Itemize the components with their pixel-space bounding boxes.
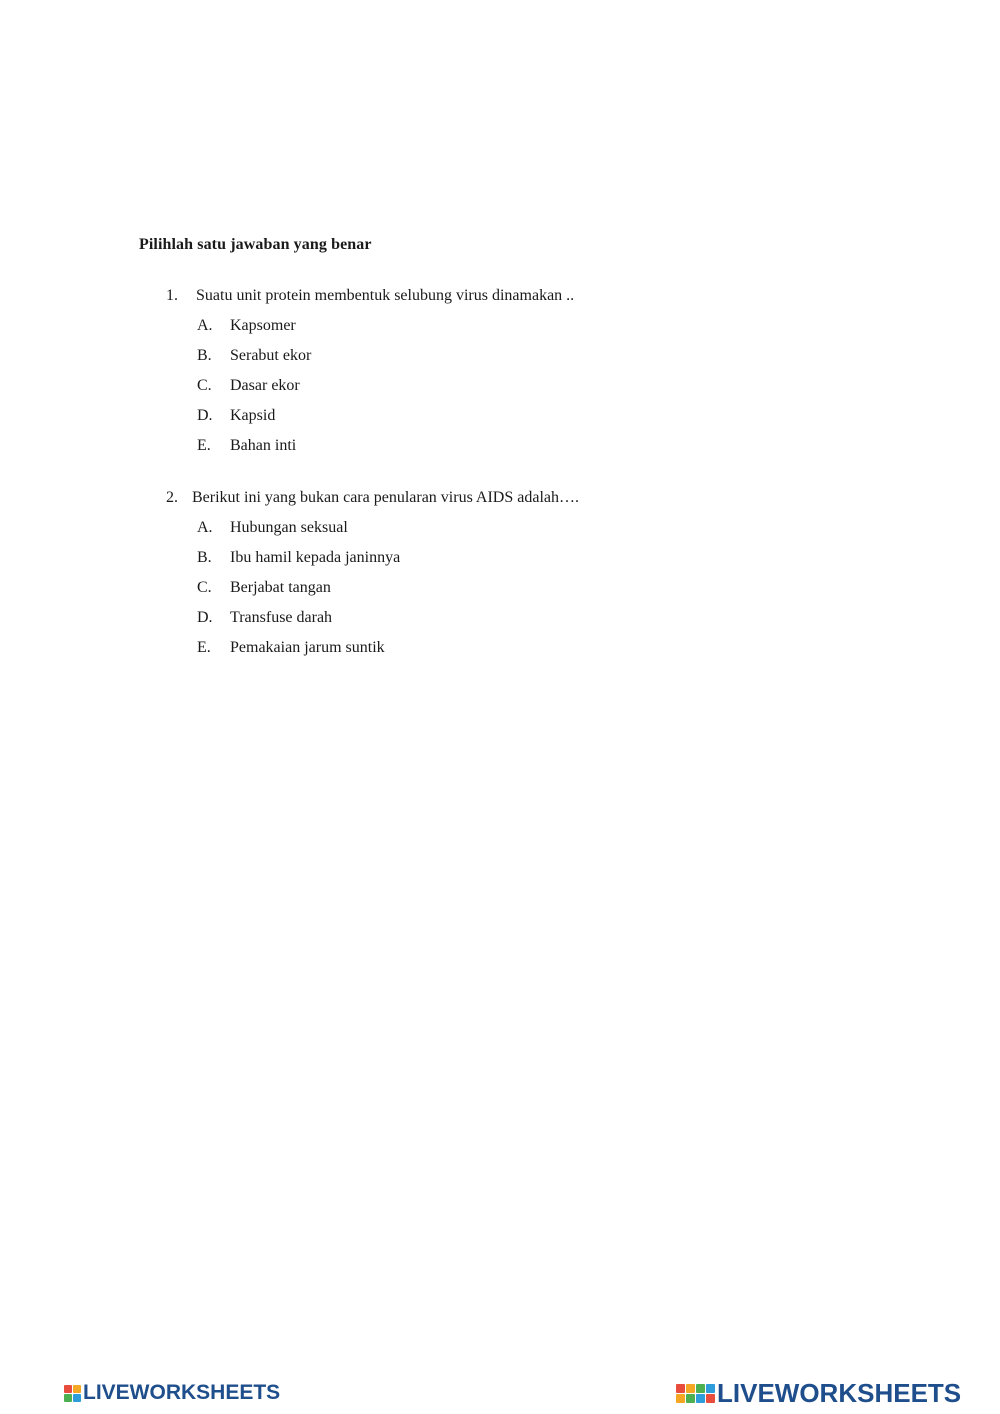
option-letter: E. <box>197 639 211 656</box>
option-text: Bahan inti <box>230 437 297 454</box>
logo-text: LIVEWORKSHEETS <box>83 1381 281 1404</box>
question-text: Berikut ini yang bukan cara penularan virus AIDS adalah…. <box>192 489 579 506</box>
option-letter: C. <box>197 579 212 596</box>
question-text: Suatu unit protein membentuk selubung virus dinamakan .. <box>196 287 575 304</box>
option-letter: A. <box>197 317 213 334</box>
logo-text: LIVEWORKSHEETS <box>717 1377 962 1408</box>
liveworksheets-logo-right[interactable] <box>676 1377 962 1408</box>
option-e[interactable] <box>197 437 311 467</box>
liveworksheets-logo-left[interactable] <box>64 1381 280 1405</box>
option-d[interactable] <box>197 609 400 639</box>
option-text: Berjabat tangan <box>230 579 331 596</box>
logo-mark-icon <box>676 1384 715 1403</box>
logo-mark-icon <box>64 1385 81 1402</box>
option-text: Kapsomer <box>230 317 296 334</box>
option-e[interactable] <box>197 639 400 669</box>
question-2 <box>166 489 579 507</box>
question-1 <box>166 287 574 305</box>
option-text: Hubungan seksual <box>230 519 348 536</box>
option-letter: D. <box>197 609 213 626</box>
option-text: Pemakaian jarum suntik <box>230 639 385 656</box>
option-c[interactable] <box>197 377 311 407</box>
option-letter: E. <box>197 437 211 454</box>
question-2-options <box>197 519 400 669</box>
option-d[interactable] <box>197 407 311 437</box>
question-number: 1. <box>166 287 178 304</box>
option-letter: A. <box>197 519 213 536</box>
option-letter: B. <box>197 347 212 364</box>
option-text: Transfuse darah <box>230 609 333 626</box>
option-b[interactable] <box>197 549 400 579</box>
option-a[interactable] <box>197 519 400 549</box>
option-text: Ibu hamil kepada janinnya <box>230 549 401 566</box>
option-a[interactable] <box>197 317 311 347</box>
option-c[interactable] <box>197 579 400 609</box>
option-letter: D. <box>197 407 213 424</box>
option-text: Serabut ekor <box>230 347 312 364</box>
option-text: Kapsid <box>230 407 276 424</box>
option-letter: B. <box>197 549 212 566</box>
option-text: Dasar ekor <box>230 377 300 394</box>
instruction-heading: Pilihlah satu jawaban yang benar <box>139 236 372 253</box>
question-1-options <box>197 317 311 467</box>
option-b[interactable] <box>197 347 311 377</box>
option-letter: C. <box>197 377 212 394</box>
question-number: 2. <box>166 489 178 506</box>
